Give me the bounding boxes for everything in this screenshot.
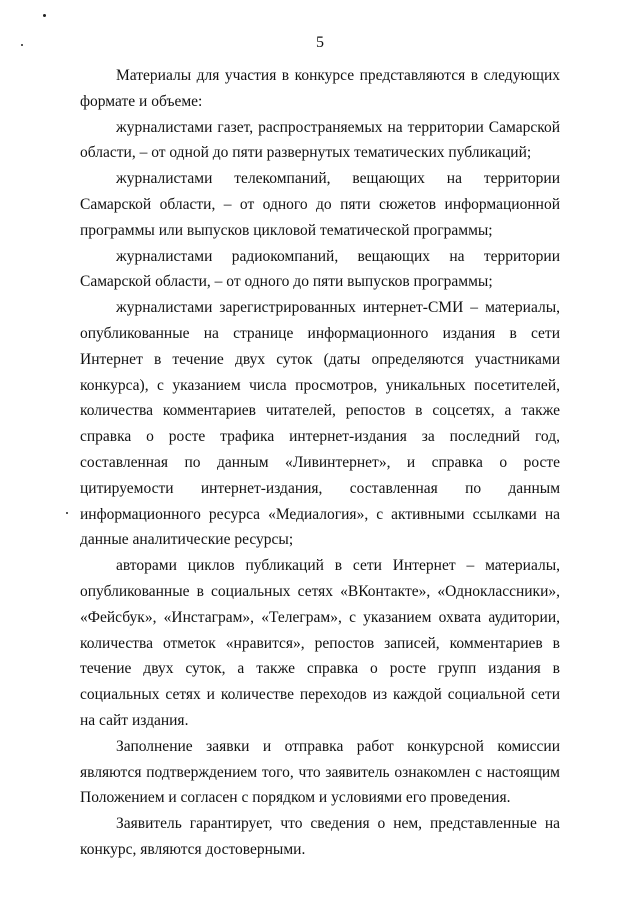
paragraph-social-networks: авторами циклов публикаций в сети Интернет – материалы, опубликованные в социальных сетях «ВКонтакте», «Одноклассники», «Фейсбук», «Инстаграм», «Телеграм», с указанием охвата аудитории, количества отметок «нравится», репостов записей, комментариев в течение двух суток, а также справка о росте групп издания в социальных сетях и количестве переходов из каждой социальной сети на сайт издания. — [80, 557, 560, 729]
paragraph-intro: Материалы для участия в конкурсе представляются в следующих формате и объеме: — [80, 67, 560, 110]
scan-speck — [66, 512, 68, 514]
paragraph-radio: журналистами радиокомпаний, вещающих на территории Самарской области, – от одного до пяти выпусков программы; — [80, 247, 560, 291]
scan-speck — [43, 14, 46, 17]
document-body — [80, 63, 560, 863]
paragraph-application: Заполнение заявки и отправка работ конкурсной комиссии являются подтверждением того, что заявитель ознакомлен с настоящим Положением и согласен с порядком и условиями его проведения. — [80, 737, 560, 807]
paragraph-guarantee: Заявитель гарантирует, что сведения о нем, представленные на конкурс, являются достоверными. — [80, 815, 560, 858]
page-number: 5 — [316, 34, 324, 51]
paragraph-internet-media: журналистами зарегистрированных интернет-СМИ – материалы, опубликованные на странице информационного издания в сети Интернет в течение двух суток (даты определяются участниками конкурса), с указанием числа просмотров, уникальных посетителей, количества комментариев читателей, репостов в соцсетях, а также справка о росте трафика интернет-издания за последний год, составленная по данным «Ливинтернет», и справка о росте цитируемости интернет-издания, составленная по данным информационного ресурса «Медиалогия», с активными ссылками на данные аналитические ресурсы; — [80, 299, 560, 549]
paragraph-tv: журналистами телекомпаний, вещающих на территории Самарской области, – от одного до пяти сюжетов информационной программы или выпусков цикловой тематической программы; — [80, 170, 560, 239]
paragraph-newspapers: журналистами газет, распространяемых на территории Самарской области, – от одной до пяти развернутых тематических публикаций; — [80, 118, 560, 162]
